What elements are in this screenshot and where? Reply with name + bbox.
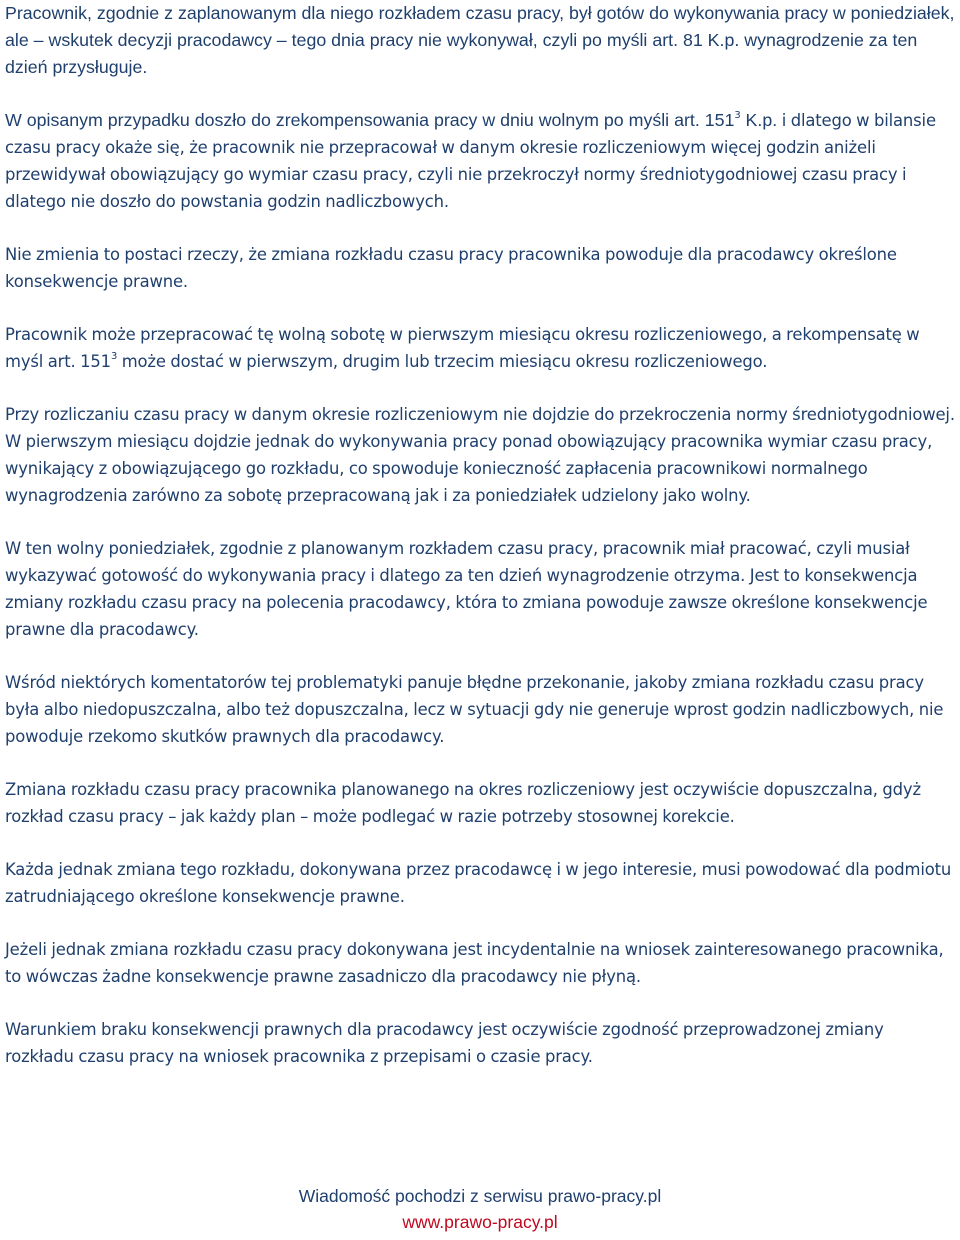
paragraph-5 (5, 401, 957, 509)
footer-url-link[interactable]: www.prawo-pracy.pl (402, 1212, 558, 1232)
paragraph-1-text: Pracownik, zgodnie z zaplanowanym dla niego rozkładem czasu pracy, był gotów do wykonywania pracy w poniedziałek, ale – wskutek decyzji pracodawcy – tego dnia pracy nie wykonywał, czyli po myśli art. 81 K.p. wynagrodzenie za ten dzień przysługuje. (5, 3, 955, 77)
paragraph-2-text-b: K.p. (740, 110, 778, 130)
paragraph-7-text: Wśród niektórych komentatorów tej problematyki panuje błędne przekonanie, jakoby zmiana rozkładu czasu pracy była albo niedopuszczalna, albo też dopuszczalna, lecz w sytuacji gdy nie generuje wprost godzin nadliczbowych, nie powoduje rzekomo skutków prawnych dla pracodawcy. (5, 673, 944, 746)
paragraph-2-text-c: i dlatego w bilansie czasu pracy okaże się, że pracownik nie przepracował w danym okresie rozliczeniowym więcej godzin aniżeli przewidywał obowiązujący go wymiar czasu pracy, czyli nie przekroczył normy średniotygodniowej czasu pracy i dlatego nie doszło do powstania godzin nadliczbowych. (5, 111, 936, 211)
paragraph-8-text: Zmiana rozkładu czasu pracy pracownika planowanego na okres rozliczeniowy jest oczywiście dopuszczalna, gdyż rozkład czasu pracy – jak każdy plan – może podlegać w razie potrzeby stosownej korekcie. (5, 780, 921, 826)
paragraph-7 (5, 669, 957, 750)
paragraph-4 (5, 321, 957, 375)
paragraph-6-text: W ten wolny poniedziałek, zgodnie z planowanym rozkładem czasu pracy, pracownik miał pracować, czyli musiał wykazywać gotowość do wykonywania pracy i dlatego za ten dzień wynagrodzenie otrzyma. Jest to konsekwencja zmiany rozkładu czasu pracy na polecenia pracodawcy, która to zmiana powoduje zawsze określone konsekwencje prawne dla pracodawcy. (5, 539, 928, 639)
paragraph-2-superscript: 3 (734, 109, 741, 121)
paragraph-2-text-a: W opisanym przypadku doszło do zrekompensowania pracy w dniu wolnym po myśli art. 151 (5, 110, 735, 130)
paragraph-9-text: Każda jednak zmiana tego rozkładu, dokonywana przez pracodawcę i w jego interesie, musi powodować dla podmiotu zatrudniającego określone konsekwencje prawne. (5, 860, 952, 906)
footer-source-text: Wiadomość pochodzi z serwisu prawo-pracy.pl (298, 1186, 662, 1206)
paragraph-8 (5, 776, 957, 830)
paragraph-2 (5, 107, 957, 215)
paragraph-5-text: Przy rozliczaniu czasu pracy w danym okresie rozliczeniowym nie dojdzie do przekroczenia normy średniotygodniowej. W pierwszym miesiącu dojdzie jednak do wykonywania pracy ponad obowiązujący pracownika wymiar czasu pracy, wynikający z obowiązującego go rozkładu, co spowoduje konieczność zapłacenia pracownikowi normalnego wynagrodzenia zarówno za sobotę przepracowaną jak i za poniedziałek udzielony jako wolny. (5, 405, 955, 505)
paragraph-4-superscript: 3 (110, 350, 118, 362)
paragraph-3 (5, 241, 957, 295)
paragraph-1 (5, 0, 957, 81)
paragraph-10-text: Jeżeli jednak zmiana rozkładu czasu pracy dokonywana jest incydentalnie na wniosek zainteresowanego pracownika, to wówczas żadne konsekwencje prawne zasadniczo dla pracodawcy nie płyną. (5, 940, 944, 986)
paragraph-3-text: Nie zmienia to postaci rzeczy, że zmiana rozkładu czasu pracy pracownika powoduje dla pracodawcy określone konsekwencje prawne. (5, 245, 897, 291)
paragraph-4-text-b: może dostać w pierwszym, drugim lub trzecim miesiącu okresu rozliczeniowego. (117, 352, 768, 371)
paragraph-9 (5, 856, 957, 910)
article-body (5, 0, 957, 1096)
paragraph-10 (5, 936, 957, 990)
paragraph-4-text-a: Pracownik może przepracować tę wolną sobotę w pierwszym miesiącu okresu rozliczeniowego, a rekompensatę w myśl art. 151 (5, 325, 920, 371)
paragraph-6 (5, 535, 957, 643)
paragraph-11-text: Warunkiem braku konsekwencji prawnych dla pracodawcy jest oczywiście zgodność przeprowadzonej zmiany rozkładu czasu pracy na wniosek pracownika z przepisami o czasie pracy. (5, 1020, 884, 1066)
paragraph-11 (5, 1016, 957, 1070)
